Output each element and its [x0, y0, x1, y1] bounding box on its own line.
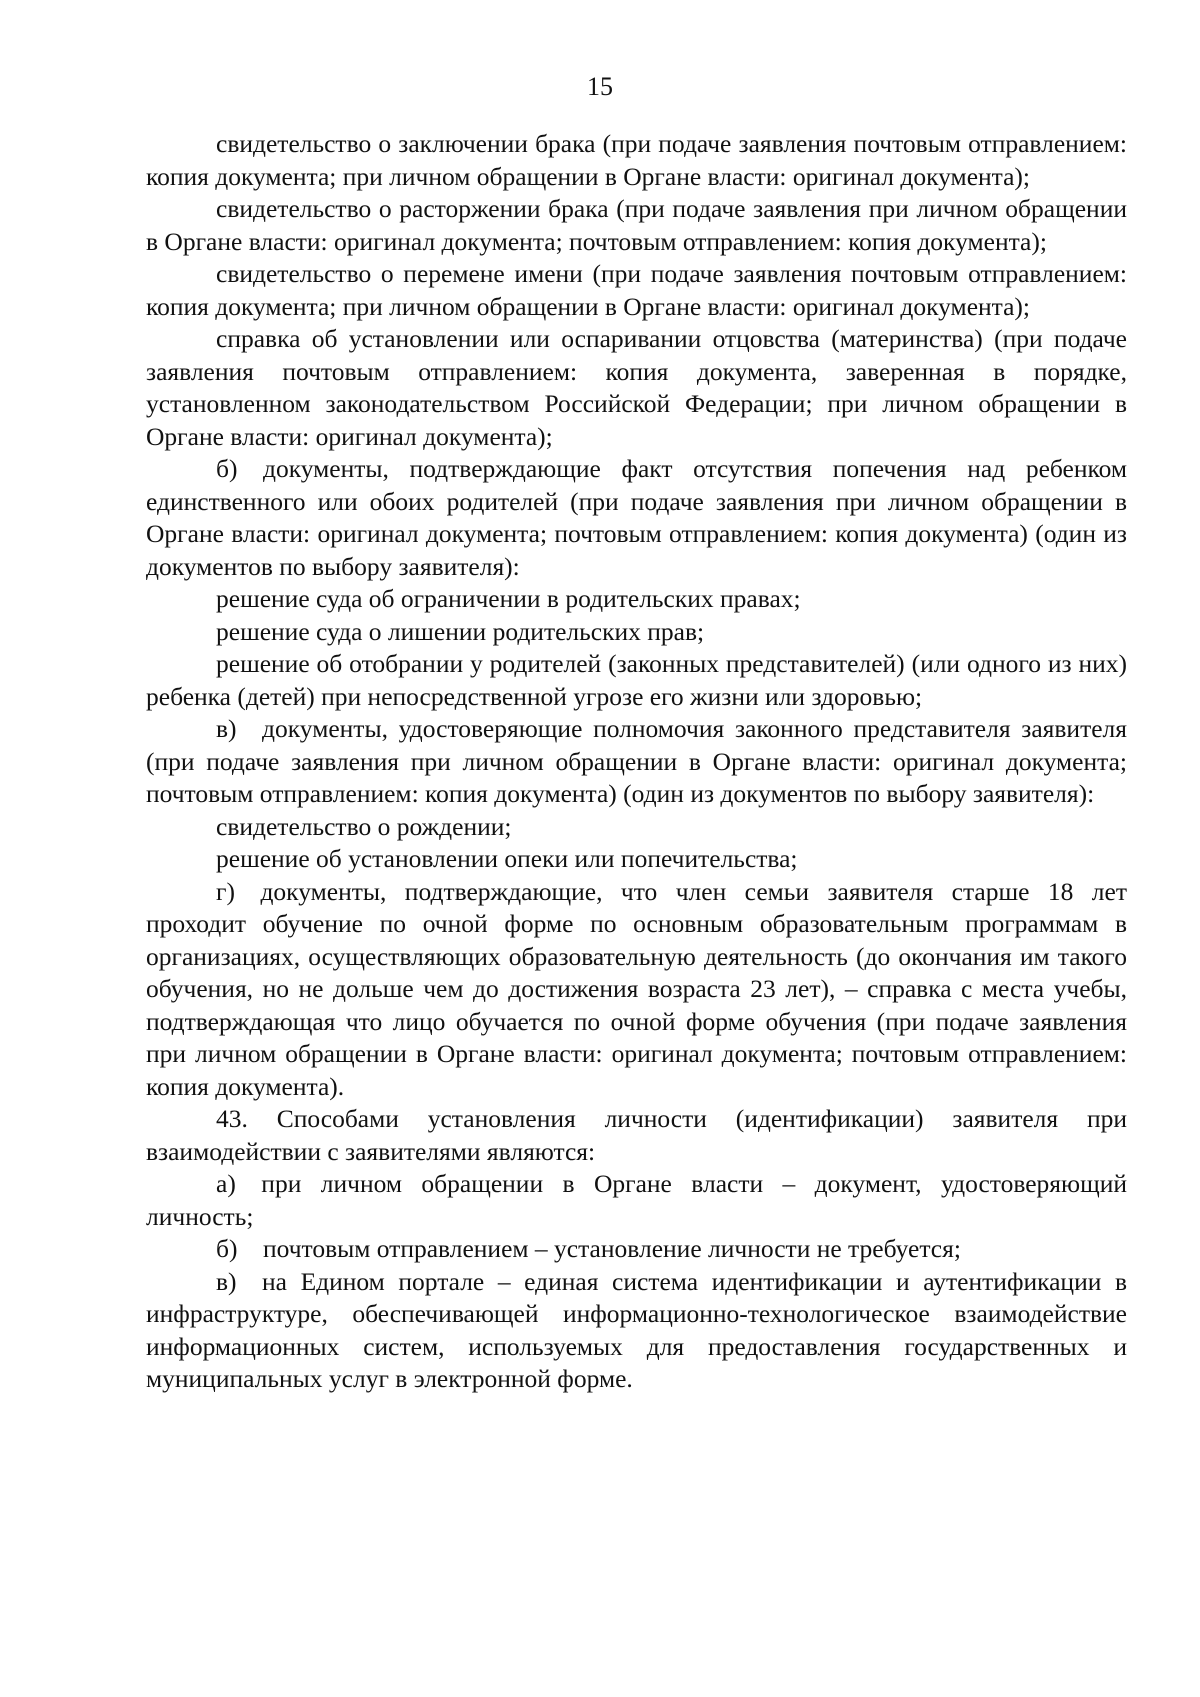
paragraph-paternity-certificate: справка об установлении или оспаривании отцовства (материнства) (при подаче заявления почтовым отправлением: копия документа, заверенная в порядке, установленном законодательством Российской Федерации; при личном обращении в Органе власти: оригинал документа); — [146, 324, 1127, 451]
paragraph-court-restriction: решение суда об ограничении в родительских правах; — [216, 584, 801, 613]
paragraph-birth-certificate: свидетельство о рождении; — [216, 811, 512, 841]
paragraph-guardianship-decision: решение об установлении опеки или попечительства; — [216, 844, 798, 873]
paragraph-item-b: б) документы, подтверждающие факт отсутствия попечения над ребенком единственного или обоих родителей (при подаче заявления при личном обращении в Органе власти: оригинал документа; почтовым отправлением: копия документа) (один из документов по выбору заявителя): — [146, 454, 1127, 581]
document-body — [146, 128, 1127, 1396]
paragraph-identification-a: а) при личном обращении в Органе власти – документ, удостоверяющий личность; — [146, 1169, 1127, 1231]
paragraph-child-removal: решение об отобрании у родителей (законных представителей) (или одного из них) ребенка (детей) при непосредственной угрозе его жизни или здоровью; — [146, 649, 1127, 711]
paragraph-clause-43: 43. Способами установления личности (идентификации) заявителя при взаимодействии с заявителями являются: — [146, 1104, 1127, 1166]
paragraph-identification-v: в) на Едином портале – единая система идентификации и аутентификации в инфраструктуре, обеспечивающей информационно-технологическое взаимодействие информационных систем, используемых для предоставления государственных и муниципальных услуг в электронной форме. — [146, 1266, 1127, 1393]
paragraph-court-deprivation: решение суда о лишении родительских прав; — [216, 616, 705, 646]
paragraph-identification-b: б) почтовым отправлением – установление личности не требуется; — [216, 1234, 961, 1263]
paragraph-item-v: в) документы, удостоверяющие полномочия законного представителя заявителя (при подаче заявления при личном обращении в Органе власти: оригинал документа; почтовым отправлением: копия документа) (один из документов по выбору заявителя): — [146, 714, 1127, 808]
paragraph-name-change-certificate: свидетельство о перемене имени (при подаче заявления почтовым отправлением: копия документа; при личном обращении в Органе власти: оригинал документа); — [146, 259, 1127, 321]
paragraph-divorce-certificate: свидетельство о расторжении брака (при подаче заявления при личном обращении в Органе власти: оригинал документа; почтовым отправлением: копия документа); — [146, 194, 1127, 256]
paragraph-marriage-certificate: свидетельство о заключении брака (при подаче заявления почтовым отправлением: копия документа; при личном обращении в Органе власти: оригинал документа); — [146, 129, 1127, 191]
paragraph-item-g: г) документы, подтверждающие, что член семьи заявителя старше 18 лет проходит обучение по очной форме по основным образовательным программам в организациях, осуществляющих образовательную деятельность (до окончания им такого обучения, но не дольше чем до достижения возраста 23 лет), – справка с места учебы, подтверждающая что лицо обучается по очной форме обучения (при подаче заявления при личном обращении в Органе власти: оригинал документа; почтовым отправлением: копия документа). — [146, 876, 1127, 1101]
page-number: 15 — [587, 72, 613, 101]
